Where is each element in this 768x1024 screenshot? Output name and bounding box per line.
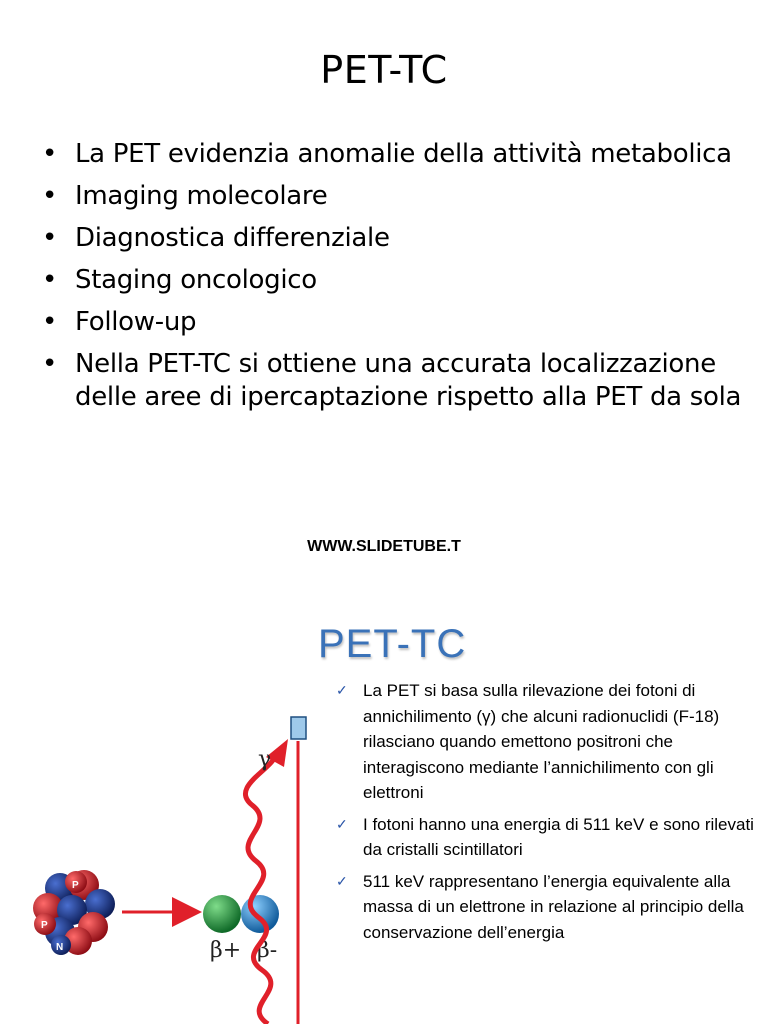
slide-title: PET-TC xyxy=(320,48,448,92)
check-item: ✓ 511 keV rappresentano l’energia equivalente alla massa di un elettrone in relazione al principio della conservazione dell’energia xyxy=(336,869,756,946)
bullet-item: • Staging oncologico xyxy=(42,265,317,295)
check-icon: ✓ xyxy=(336,815,348,832)
bullet-item: • Imaging molecolare xyxy=(42,181,328,211)
bullet-list xyxy=(42,138,742,423)
bullet-icon: • xyxy=(42,223,58,253)
slide-title: PET-TC xyxy=(318,622,467,666)
bullet-icon: • xyxy=(42,307,58,337)
beta-minus-label: β- xyxy=(257,938,278,963)
watermark-link[interactable]: WWW.SLIDETUBE.T xyxy=(307,538,461,555)
check-item: ✓ I fotoni hanno una energia di 511 keV e sono rilevati da cristalli scintillatori xyxy=(336,812,756,863)
bullet-icon: • xyxy=(42,265,58,295)
gamma-label: γ xyxy=(258,747,272,772)
bullet-icon: • xyxy=(42,349,58,379)
bullet-item: • La PET evidenzia anomalie della attività metabolica xyxy=(42,139,732,169)
annihilation-diagram xyxy=(0,705,330,1024)
neutron-label: N xyxy=(56,942,64,953)
proton-label: P xyxy=(72,880,79,891)
bullet-item: • Follow-up xyxy=(42,307,197,337)
check-item: ✓ La PET si basa sulla rilevazione dei fotoni di annichilimento (γ) che alcuni radionuclidi (F-18) rilasciano quando emettono positroni che interagiscono mediante l’annichilimento con gli elettroni xyxy=(336,678,756,806)
beta-plus-label: β+ xyxy=(210,938,242,963)
check-icon: ✓ xyxy=(336,872,348,889)
gamma-wave xyxy=(245,755,276,1024)
bullet-item: • Nella PET-TC si ottiene una accurata localizzazione delle aree di ipercaptazione rispetto alla PET da sola xyxy=(42,349,742,412)
bullet-icon: • xyxy=(42,181,58,211)
check-icon: ✓ xyxy=(336,682,348,698)
proton-label: P xyxy=(41,920,48,931)
bullet-icon: • xyxy=(42,139,58,169)
bullet-item: • Diagnostica differenziale xyxy=(42,223,390,253)
beta-plus-particle xyxy=(203,895,241,933)
detector-icon xyxy=(291,717,306,739)
beta-minus-particle xyxy=(241,895,279,933)
check-list xyxy=(336,678,756,951)
